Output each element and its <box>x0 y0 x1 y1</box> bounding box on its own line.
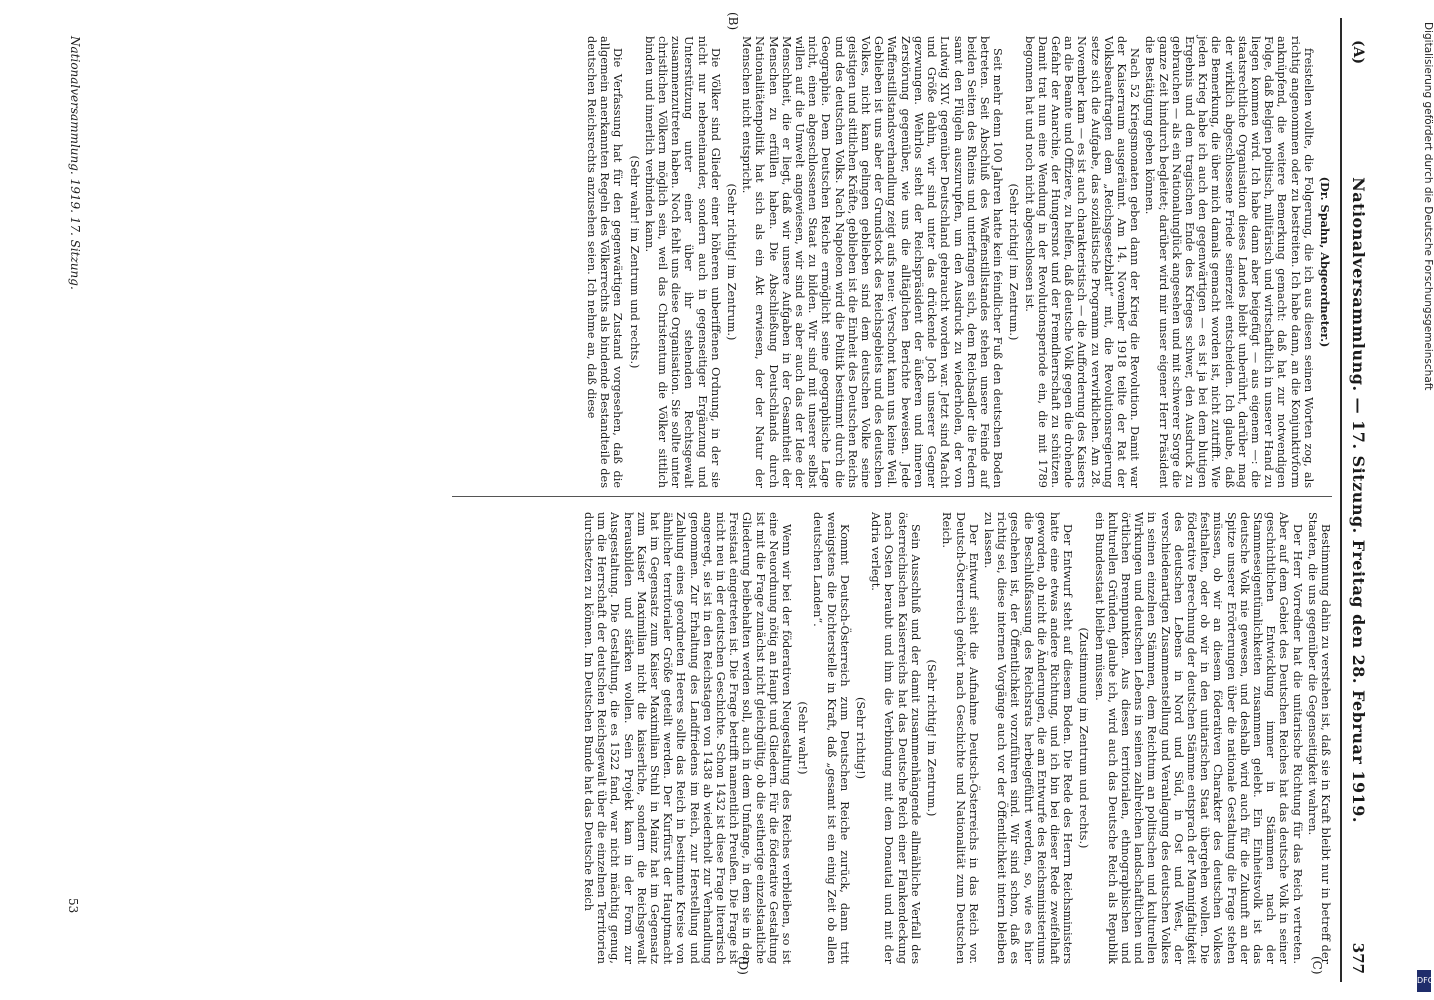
applause-note: (Sehr wahr!) <box>796 701 810 775</box>
paragraph: Die Verfassung hat für den gegenwärtigen Zustand vorgesehen, daß die allgemein anerkannten Regeln des Völkerrechts als bindende Bestandteile des deutschen Reichsrechts anzusehen seien. Ich nehme an, daß diese <box>585 36 625 488</box>
margin-mark-b: (B) <box>726 12 740 31</box>
paragraph: Wenn wir bei der föderativen Neugestaltung des Reiches verbleiben, so ist eine Neuordnung nötig an Haupt und Gliedern. Für die föderative Gestaltung ist mit die Frage zunächst nicht gleichgültig, ob die seitherige einzelstaatliche Gliederung beibehalten werden soll, auch in dem Umfange, in dem sie in den Freistaat eingetreten ist. Die Frage betrifft namentlich Preußen. Die Frage ist nicht neu in der deutschen Geschichte. Schon 1432 ist diese Frage literarisch angeregt, sie ist in den Reichstagen von 1438 ab wiederholt zur Verhandlung genommen. Zur Erhaltung des Landfriedens im Reich, zur Herstellung und Zahlung eines geordneten Heeres sollte das Reich in bestimmte Kreise von ähnlicher territorialer Größe geteilt werden. Der Kurfürst der Hauptmacht hat im Gegensatz zum Kaiser Maximilian Stuhl in Mainz hat im Gegensatz zum Kaiser Maximilian nicht die kaiserliche, sondern die Reichsgewalt herausbilden und stärken wollen. Sein Projekt kam in der Form zur Ausgestaltung. Die Gestaltung, die es 1522 fand, war nicht mächtig genug, um die Herrschaft der deutschen Reichsgewalt über die einzelnen Territorien durchsetzen zu können. Im Deutschen Bunde hat das Deutsche Reich <box>582 512 794 964</box>
paragraph: Nach 52 Kriegsmonaten geben dann der Krieg die Revolution. Damit war der Kaiserraum ausgeräumt. Am 14. November 1918 teilte der Rat der Volksbeauftragten dem „Reichsgesetzblatt“ mit, die Revolutionsregierung setze sich die Aufgabe, das sozialistische Programm zu verwirklichen. Am 28. November kam — es ist auch charakteristisch — die Aufforderung des Kaisers an die Beamte und Offiziere, zu helfen, daß deutsche Volk gegen die drohende Gefahr der Anarchie, der Hungersnot und der Fremdherrschaft zu schützen. Damit trat nun eine Wendung in der Revolutionsperiode ein, die mit 1789 begonnen hat und noch nicht abgeschlossen ist. <box>1022 36 1142 488</box>
paragraph: Die Völker sind Glieder einer höheren unberiffenen Ordnung, in der sie nicht nur nebeneinander, sondern auch in gegenseitiger Ergänzung und Unterstützung unter einer über ihr stehenden Rechtsgewalt zusammenzutreten haben. Noch fehlt uns diese Organisation. Sie sollte unter christlichen Völkern möglich sein, weil das Christentum die Völker sittlich binden und innerlich verbinden kann. <box>642 36 722 488</box>
paragraph: Der Herr Vorredner hat die unitarische Richtung für das Reich vertreten. Aber auf dem Gebiet des Deutschen Reiches hat das deutsche Volk in seiner geschichtlichen Entwicklung immer in Stämmen nach der Stammeseigentümlichkeiten zusammen gelebt. Ein Einheitsvolk ist das deutsche Volk nie gewesen, und deshalb wird auch für die Zukunft an der Spitze unserer Erörterungen über die nationale Gestaltung die Frage stehen müssen, ob wir an diesem föderativen Charakter des deutschen Volkes festhalten, oder ob wir in den unitarischen Staat übergehen wollen. Die föderative Berechnung der deutschen Stämme entsprach der Mannigfaltigkeit des deutschen Lebens in Nord und Süd, in Ost und West, der verschiedenartigen Zusammenstellung und Veranlagung des deutschen Volkes in seinen einzelnen Stämmen, dem Reichtum an politischen und kulturellen Wirkungen und deutschen Lebens in seinen zahlreichen landschaftlichen und örtlichen Brennpunkten. Aus diesen territorialen, ethnographischen und kulturellen Gründen, glaube ich, wird auch das Deutsche Reich als Republik ein Bundesstaat bleiben müssen. <box>1092 512 1304 964</box>
paragraph: Seit mehr denn 100 Jahren hatte kein feindlicher Fuß den deutschen Boden betreten. Seit Abschluß des Waffenstillstandes stehen unsere Feinde auf beiden Seiten des Rheins und unterfangen sich, dem Reichsadler die Federn samt den Flügeln auszurupfen, um den Ausdruck zu wiederholen, der von Ludwig XIV. gegenüber Deutschland gebraucht worden war. Jetzt sind Macht und Größe dahin, wir sind unter das drückende Joch unserer Gegner gezwungen. Wehrlos steht der Reichspräsident der äußeren und inneren Zerstörung gegenüber, wie uns die alltäglichen Berichte beweisen. Jede Waffenstillstandsverhandlung zeigt aufs neue: Verschont kann uns keine Weil. Geblieben ist uns aber der Grundstock des Reichsgebiets und des deutschen Volkes, nicht kann gelingen geblieben sind dem deutschen Volke seine geistigen und sittlichen Kräfte, geblieben ist die Einheit des Deutschen Reichs und des deutschen Volks. Nach Napoleon wird die Politik bestimmt durch die Geographie. Dem Deutschen Reiche ermöglicht seine geographische Lage nicht, einen abgeschlossenen Staat zu bilden. Wir sind mit unserer selbst willen auf die Umwelt angewiesen, wir sind es aber auch das der Idee der Menschheit, die er liegt, daß wir unsere Aufgaben in der Gesamtheit der Menschen zu erfüllen haben. Die Abschließung Deutschlands durch Nationalitätenpolitik hat sich als ein Akt erwiesen, der der Natur der Menschen nicht entspricht. <box>740 36 1005 488</box>
scanned-page <box>57 12 1372 982</box>
header-title: Nationalversammlung. — 17. Sitzung. Freitag den 28. Februar 1919. <box>1349 177 1368 823</box>
paragraph: Der Entwurf steht auf diesem Boden. Die Rede des Herrn Reichsministers hatte eine etwas andere Richtung, und ich bin bei dieser Rede zweifelhaft geworden, ob nicht die Änderungen, die am Entwurfe des Reichsministeriums die Beschlußfassung des Reichsrats herbeigeführt werden, so, wie es hier geschehen ist, der Öffentlichkeit vorzuführen sind. Wir sind schon, daß es richtig sei, diese internen Vorgänge auch vor der Öffentlichkeit intern bleiben zu lassen. <box>981 512 1075 964</box>
applause-note: (Sehr richtig! im Zentrum.) <box>725 183 739 341</box>
header-left-mark: (A) <box>1350 40 1366 65</box>
paragraph: freistellen wollte, die Folgerung, die ich aus diesen seinen Worten zog, als richtig angenommen oder zu bestreiten. Ich habe dann, an die Konjunktivform anknüpfend, die weitere Bemerkung gemacht: daß hat zur notwendigen Folge, daß Belgien politisch, militärisch und wirtschaftlich in unserer Hand zu liegen kommen wird. Ich habe dann aber beigefügt — aus eigenem —: die staatsrechtliche Organisation dieses Landes bleibt unberührt, darüber mag der wirklich abgeschlossene Friede seinerzeit entscheiden. Ich glaube, daß die Bemerkung, die über mich damals gemacht worden ist, nicht zutrifft. Wie jeden Krieg habe ich auch den gegenwärtigen — es ist ja bei dem blutigen Ergebnis und dem tragischen Ende des Krieges schwer, den Ausdruck zu gebrauchen — als ein Nationalunglück angesehen und mit schwerer Sorge die ganze Zeit hindurch begleitet; darüber wird mir unser eigener Herr Präsident die Bestätigung geben können. <box>1143 36 1315 488</box>
margin-mark-d: (D) <box>736 956 750 975</box>
applause-note: (Sehr wahr! im Zentrum und rechts.) <box>627 155 641 369</box>
footer-session-label: Nationalversammlung. 1919. 17. Sitzung. <box>68 36 82 290</box>
applause-note: (Sehr richtig!) <box>854 696 868 780</box>
dfg-logo: DFG <box>1417 970 1431 992</box>
paragraph: Sein Ausschluß und der damit zusammenhängende allmähliche Verfall des österreichischen Kaiserreichs hat das Deutsche Reich einer Flankendeckung nach Osten beraubt und ihm die Verbindung mit dem Donautal und mit der Adria verlegt. <box>869 512 922 964</box>
funding-note: Digitalisierung gefördert durch die Deutsche Forschungsgemeinschaft <box>1422 22 1434 391</box>
left-text-column <box>583 36 1332 488</box>
speaker-label: (Dr. Spahn, Abgeordneter.) <box>1318 176 1332 348</box>
right-text-column <box>580 512 1332 964</box>
paragraph: Der Entwurf sieht die Aufnahme Deutsch-Österreichs in das Reich vor. Deutsch-Österreich gehört nach Geschichte und Nationalität zum Deutschen Reich. <box>940 512 980 964</box>
applause-note: (Sehr richtig! im Zentrum.) <box>925 659 939 817</box>
page-header <box>1340 18 1372 982</box>
footer-page-number: 53 <box>66 898 80 914</box>
paragraph: Bestimmung dahin zu verstehen ist, daß sie in Kraft bleibt nur in betreff der Staaten, die uns gegenüber die Gegenseitigkeit wahren. <box>1305 512 1332 964</box>
applause-note: (Sehr richtig! im Zentrum.) <box>1007 183 1021 341</box>
column-divider <box>452 496 1332 497</box>
margin-mark-c: (C) <box>1310 956 1324 975</box>
applause-note: (Zustimmung im Zentrum und rechts.) <box>1077 627 1091 849</box>
page-number-top: 377 <box>1349 942 1367 974</box>
paragraph: Kommt Deutsch-Österreich zum Deutschen Reiche zurück, dann tritt wenigstens die Dichterstelle in Kraft, daß „gesamt ist ein einig Zeit ob allen deutschen Landen“. <box>811 512 851 964</box>
